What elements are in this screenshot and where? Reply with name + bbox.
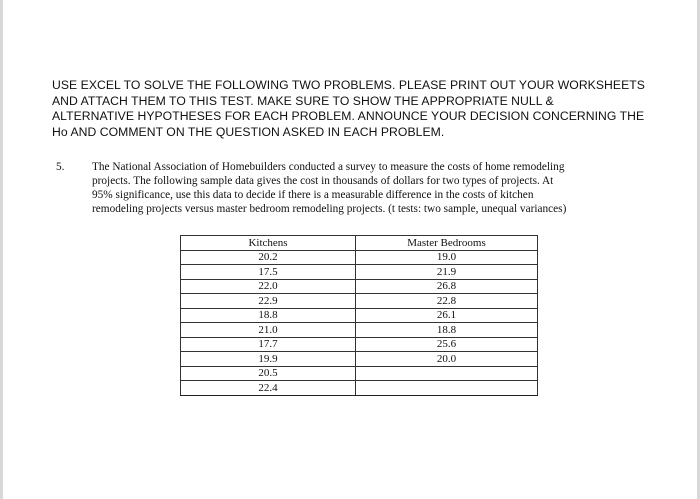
problem-line: The National Association of Homebuilders conducted a survey to measure the costs of home remodeling: [92, 161, 565, 173]
instruction-line: Ho AND COMMENT ON THE QUESTION ASKED IN EACH PROBLEM.: [52, 124, 445, 139]
table-row: [181, 250, 538, 265]
kitchens-cell: 19.9: [181, 352, 356, 367]
table-row: [181, 352, 538, 367]
master-bedrooms-cell: 25.6: [356, 337, 538, 352]
master-bedrooms-cell: 20.0: [356, 352, 538, 367]
master-bedrooms-cell: 26.8: [356, 279, 538, 294]
kitchens-cell: 22.4: [181, 381, 356, 396]
cost-data-table: [180, 235, 538, 396]
kitchens-cell: 21.0: [181, 323, 356, 338]
problem-line: projects. The following sample data gives the cost in thousands of dollars for two types of projects. At: [92, 175, 554, 187]
table-row: [181, 294, 538, 309]
instruction-line: ALTERNATIVE HYPOTHESES FOR EACH PROBLEM. ANNOUNCE YOUR DECISION CONCERNING THE: [52, 109, 645, 123]
problem-line: remodeling projects versus master bedroom remodeling projects. (t tests: two sample, unequal variances): [92, 203, 567, 215]
master-bedrooms-cell: 26.1: [356, 308, 538, 323]
master-bedrooms-cell: [356, 366, 538, 381]
problem-number: 5.: [56, 161, 65, 173]
master-bedrooms-cell: [356, 381, 538, 396]
kitchens-cell: 17.7: [181, 337, 356, 352]
problem-line: 95% significance, use this data to decide if there is a measurable difference in the costs of kitchen: [92, 189, 534, 201]
instruction-line: USE EXCEL TO SOLVE THE FOLLOWING TWO PROBLEMS. PLEASE PRINT OUT YOUR WORKSHEETS: [52, 78, 645, 92]
table-row: [181, 381, 538, 396]
kitchens-cell: 18.8: [181, 308, 356, 323]
kitchens-cell: 22.9: [181, 294, 356, 309]
table-row: [181, 308, 538, 323]
kitchens-cell: 17.5: [181, 265, 356, 280]
table-row: [181, 337, 538, 352]
master-bedrooms-cell: 21.9: [356, 265, 538, 280]
table-header-row: [181, 236, 538, 251]
master-bedrooms-cell: 18.8: [356, 323, 538, 338]
instructions-block: [52, 78, 652, 140]
kitchens-cell: 22.0: [181, 279, 356, 294]
instruction-line: AND ATTACH THEM TO THIS TEST. MAKE SURE TO SHOW THE APPROPRIATE NULL &: [52, 93, 554, 108]
header-master-bedrooms: Master Bedrooms: [356, 236, 538, 251]
master-bedrooms-cell: 19.0: [356, 250, 538, 265]
problem-text: [92, 160, 652, 216]
table-row: [181, 279, 538, 294]
header-kitchens: Kitchens: [181, 236, 356, 251]
table-row: [181, 323, 538, 338]
table-row: [181, 366, 538, 381]
table-row: [181, 265, 538, 280]
master-bedrooms-cell: 22.8: [356, 294, 538, 309]
kitchens-cell: 20.2: [181, 250, 356, 265]
kitchens-cell: 20.5: [181, 366, 356, 381]
